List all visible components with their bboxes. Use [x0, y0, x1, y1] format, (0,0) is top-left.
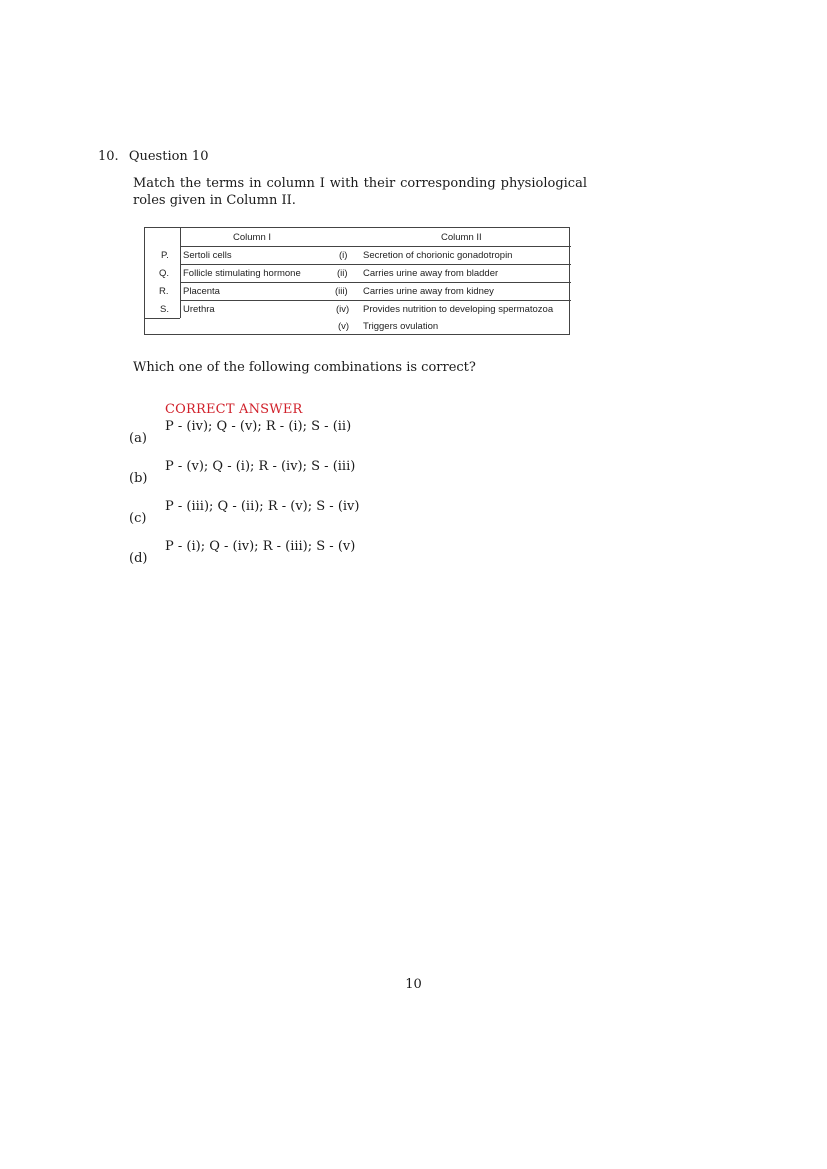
column1-key: P.: [161, 250, 169, 261]
correct-answer-label: CORRECT ANSWER: [165, 402, 303, 417]
column2-header: Column II: [441, 232, 482, 243]
option-a-text: P - (iv); Q - (v); R - (i); S - (ii): [165, 419, 352, 434]
question-text: Match the terms in column I with their corresponding physiological roles given in Column II.: [133, 176, 587, 208]
column2-role: Carries urine away from kidney: [363, 286, 494, 297]
column2-role: Triggers ovulation: [363, 321, 439, 332]
table-divider: [180, 246, 571, 247]
match-table: [144, 227, 570, 335]
column1-term: Follicle stimulating hormone: [183, 268, 301, 279]
option-c-letter: (c): [129, 511, 147, 526]
question-number: 10.: [98, 149, 119, 164]
column1-key: R.: [159, 286, 169, 297]
table-divider: [180, 228, 181, 318]
column2-role: Provides nutrition to developing spermatozoa: [363, 304, 554, 315]
column2-key: (i): [339, 250, 348, 261]
question-title: Question 10: [128, 149, 209, 164]
question-prompt: Which one of the following combinations is correct?: [133, 360, 476, 375]
column1-term: Sertoli cells: [183, 250, 232, 261]
option-d-letter: (d): [129, 551, 148, 566]
column1-term: Urethra: [183, 304, 215, 315]
option-b-text: P - (v); Q - (i); R - (iv); S - (iii): [165, 459, 356, 474]
column1-header: Column I: [233, 232, 272, 243]
column2-role: Carries urine away from bladder: [363, 268, 499, 279]
column2-role: Secretion of chorionic gonadotropin: [363, 250, 513, 261]
option-d-text: P - (i); Q - (iv); R - (iii); S - (v): [165, 539, 356, 554]
page-number: 10: [405, 977, 422, 992]
column2-key: (iii): [335, 286, 348, 297]
table-divider: [180, 282, 571, 283]
table-divider: [180, 300, 571, 301]
table-divider: [180, 264, 571, 265]
column1-key: Q.: [159, 268, 170, 279]
option-c-text: P - (iii); Q - (ii); R - (v); S - (iv): [165, 499, 360, 514]
column2-key: (iv): [336, 304, 350, 315]
column2-key: (ii): [337, 268, 348, 279]
option-b-letter: (b): [129, 471, 148, 486]
column2-key: (v): [338, 321, 350, 332]
column1-term: Placenta: [183, 286, 220, 297]
table-divider: [145, 318, 180, 319]
option-a-letter: (a): [129, 431, 147, 446]
column1-key: S.: [160, 304, 169, 315]
question-heading: [98, 149, 208, 164]
